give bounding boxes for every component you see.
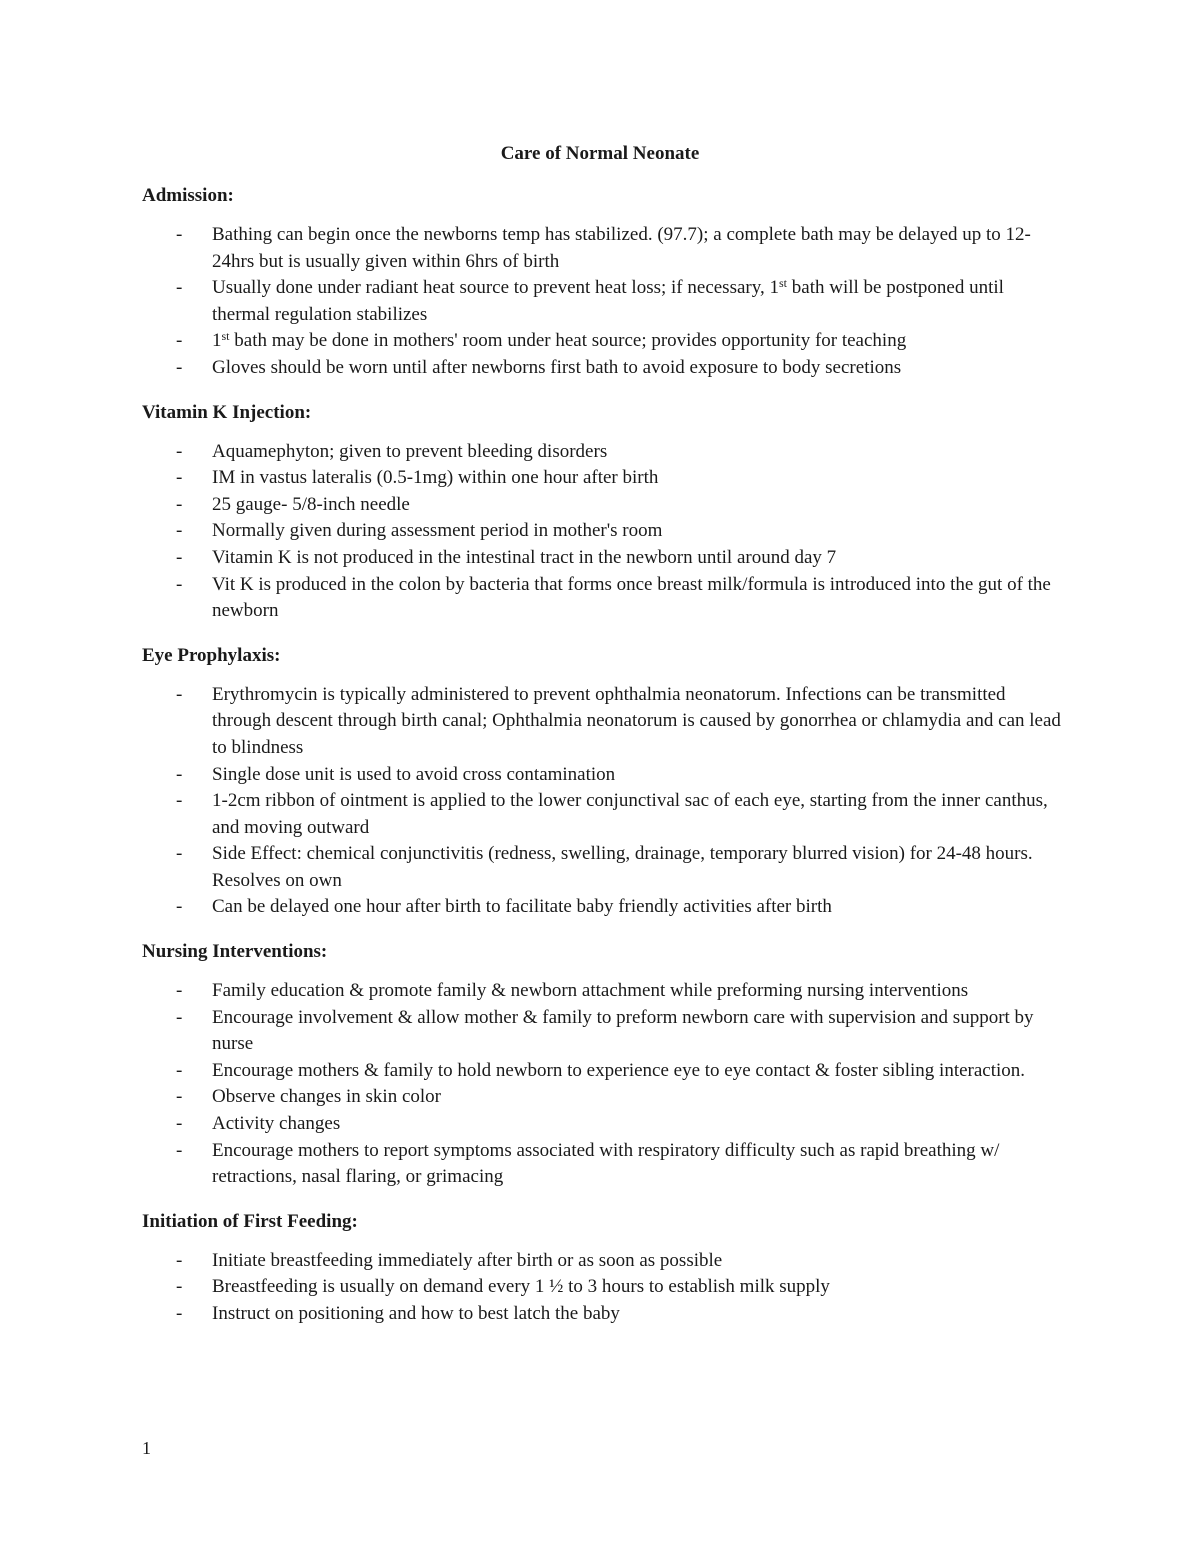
list-item <box>142 355 1062 382</box>
list-item-text: Erythromycin is typically administered to prevent ophthalmia neonatorum. Infections can be transmitted through descent through birth canal; Ophthalmia neonatorum is caused by gonorrhea or chlamydia and can lead to blindness <box>212 683 1061 758</box>
section-heading: Vitamin K Injection: <box>142 401 312 423</box>
document-body <box>142 184 1062 1347</box>
dash-bullet-icon: - <box>176 277 183 299</box>
section-heading: Nursing Interventions: <box>142 941 328 963</box>
list-item <box>142 328 1062 355</box>
list-item <box>142 1111 1062 1138</box>
list-item <box>142 1248 1062 1275</box>
list-item-text: IM in vastus lateralis (0.5-1mg) within one hour after birth <box>212 467 659 489</box>
list-item <box>142 275 1062 328</box>
dash-bullet-icon: - <box>176 790 183 812</box>
list-item-text: Normally given during assessment period in mother's room <box>212 520 663 542</box>
dash-bullet-icon: - <box>176 224 183 245</box>
section <box>142 1210 1062 1328</box>
dash-bullet-icon: - <box>176 573 183 595</box>
dash-bullet-icon: - <box>176 1276 183 1298</box>
bullet-list <box>142 978 1062 1191</box>
dash-bullet-icon: - <box>176 1113 183 1135</box>
dash-bullet-icon: - <box>176 493 183 515</box>
list-item-text: 1-2cm ribbon of ointment is applied to the lower conjunctival sac of each eye, starting from the inner canthus, and moving outward <box>212 790 1048 838</box>
list-item-text: Aquamephyton; given to prevent bleeding disorders <box>212 440 608 462</box>
section-heading: Admission: <box>142 185 234 206</box>
list-item-text: Activity changes <box>212 1113 341 1135</box>
list-item <box>142 682 1062 762</box>
dash-bullet-icon: - <box>176 763 183 785</box>
list-item <box>142 1138 1062 1191</box>
section-heading: Eye Prophylaxis: <box>142 644 281 666</box>
list-item-text: 1st bath may be done in mothers' room under heat source; provides opportunity for teaching <box>212 329 907 352</box>
dash-bullet-icon: - <box>176 1086 183 1108</box>
list-item <box>142 518 1062 545</box>
list-item <box>142 894 1062 921</box>
bullet-list <box>142 222 1062 382</box>
list-item-text: Encourage mothers to report symptoms associated with respiratory difficulty such as rapid breathing w/ retractions, nasal flaring, or grimacing <box>212 1139 1000 1188</box>
list-item <box>142 465 1062 492</box>
list-item-text: Encourage mothers & family to hold newborn to experience eye to eye contact & foster sibling interaction. <box>212 1059 1026 1081</box>
list-item-text: Encourage involvement & allow mother & family to preform newborn care with supervision and support by nurse <box>212 1006 1034 1055</box>
dash-bullet-icon: - <box>176 1303 183 1324</box>
section <box>142 401 1062 625</box>
bullet-list <box>142 682 1062 921</box>
list-item <box>142 1005 1062 1058</box>
dash-bullet-icon: - <box>176 330 183 352</box>
list-item-text: Family education & promote family & newborn attachment while preforming nursing interventions <box>212 980 969 1002</box>
list-item <box>142 572 1062 625</box>
list-item-text: Observe changes in skin color <box>212 1086 441 1108</box>
dash-bullet-icon: - <box>176 683 183 705</box>
list-item-text: Usually done under radiant heat source to prevent heat loss; if necessary, 1st bath will be postponed until thermal regulation stabilizes <box>212 276 1004 325</box>
dash-bullet-icon: - <box>176 1006 183 1028</box>
section-heading: Initiation of First Feeding: <box>142 1210 358 1232</box>
list-item <box>142 978 1062 1005</box>
list-item <box>142 492 1062 519</box>
list-item-text: Breastfeeding is usually on demand every 1 ½ to 3 hours to establish milk supply <box>212 1276 830 1298</box>
document-title: Care of Normal Neonate <box>500 143 700 164</box>
list-item-text: Bathing can begin once the newborns temp has stabilized. (97.7); a complete bath may be delayed up to 12-24hrs but is usually given within 6hrs of birth <box>212 224 1031 272</box>
list-item <box>142 1058 1062 1085</box>
list-item <box>142 222 1062 275</box>
section <box>142 940 1062 1191</box>
section <box>142 644 1062 921</box>
dash-bullet-icon: - <box>176 896 183 918</box>
list-item-text: Can be delayed one hour after birth to facilitate baby friendly activities after birth <box>212 896 832 918</box>
list-item-text: 25 gauge- 5/8-inch needle <box>212 493 410 515</box>
list-item <box>142 545 1062 572</box>
list-item <box>142 1084 1062 1111</box>
list-item <box>142 788 1062 841</box>
dash-bullet-icon: - <box>176 440 183 462</box>
dash-bullet-icon: - <box>176 1059 183 1081</box>
list-item <box>142 1274 1062 1301</box>
list-item-text: Single dose unit is used to avoid cross contamination <box>212 763 616 785</box>
bullet-list <box>142 439 1062 625</box>
bullet-list <box>142 1248 1062 1328</box>
page-number: 1 <box>142 1438 151 1458</box>
list-item-text: Gloves should be worn until after newborns first bath to avoid exposure to body secretions <box>212 356 902 378</box>
list-item <box>142 1301 1062 1328</box>
section <box>142 184 1062 382</box>
list-item-text: Instruct on positioning and how to best latch the baby <box>212 1303 620 1324</box>
list-item <box>142 762 1062 789</box>
list-item <box>142 841 1062 894</box>
list-item-text: Vit K is produced in the colon by bacteria that forms once breast milk/formula is introduced into the gut of the newborn <box>212 573 1051 622</box>
dash-bullet-icon: - <box>176 467 183 489</box>
list-item-text: Side Effect: chemical conjunctivitis (redness, swelling, drainage, temporary blurred vision) for 24-48 hours. Resolves on own <box>212 843 1033 891</box>
list-item <box>142 439 1062 466</box>
dash-bullet-icon: - <box>176 520 183 542</box>
list-item-text: Vitamin K is not produced in the intestinal tract in the newborn until around day 7 <box>212 546 837 568</box>
dash-bullet-icon: - <box>176 356 183 378</box>
dash-bullet-icon: - <box>176 1139 183 1161</box>
dash-bullet-icon: - <box>176 546 183 568</box>
dash-bullet-icon: - <box>176 1249 183 1271</box>
dash-bullet-icon: - <box>176 980 183 1002</box>
dash-bullet-icon: - <box>176 843 183 865</box>
list-item-text: Initiate breastfeeding immediately after birth or as soon as possible <box>212 1249 723 1271</box>
